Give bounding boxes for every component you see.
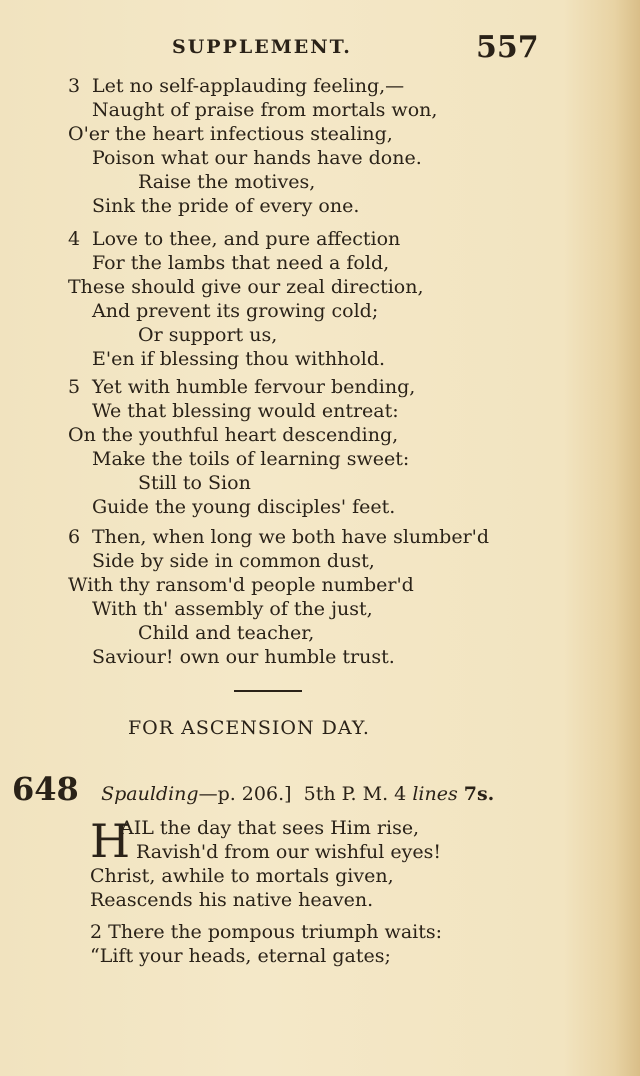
verse-line: Naught of praise from mortals won, [92, 99, 438, 121]
hymn-line: Ravish'd from our wishful eyes! [136, 841, 442, 863]
verse-line: Then, when long we both have slumber'd [92, 526, 490, 548]
page-number: 557 [476, 30, 539, 65]
verse-line: Yet with humble fervour bending, [92, 376, 416, 398]
drop-cap: H [90, 814, 131, 868]
verse-line: Make the toils of learning sweet: [92, 448, 410, 470]
verse-line: Sink the pride of every one. [92, 195, 360, 217]
stanza-number: 3 [68, 75, 81, 97]
stanza-5 [68, 375, 415, 519]
verse-line: Still to Sion [138, 472, 251, 494]
stanza-number: 5 [68, 376, 81, 398]
verse-line: Love to thee, and pure affection [92, 228, 401, 250]
verse-line: With thy ransom'd people number'd [68, 574, 414, 596]
hymn-line: AIL the day that sees Him rise, [120, 817, 420, 839]
stanza-number: 2 [90, 921, 103, 943]
section-divider [234, 690, 302, 692]
hymn-body [90, 816, 442, 968]
hymn-number: 648 [12, 770, 79, 808]
tune-reference [101, 783, 494, 805]
section-title: FOR ASCENSION DAY. [128, 717, 370, 739]
tune-name: Spaulding [101, 783, 199, 805]
stanza-6 [68, 525, 489, 669]
running-title: SUPPLEMENT. [172, 36, 352, 58]
verse-line: We that blessing would entreat: [92, 400, 399, 422]
verse-line: Raise the motives, [138, 171, 316, 193]
meter-lines: lines [412, 783, 458, 805]
stanza-number: 4 [68, 228, 81, 250]
stanza-number: 6 [68, 526, 81, 548]
meter-suffix: 7s. [463, 783, 495, 805]
tune-page: —p. 206.] [198, 783, 292, 805]
meter: 5th P. M. 4 [303, 783, 407, 805]
verse-line: Poison what our hands have done. [92, 147, 422, 169]
verse-line: E'en if blessing thou withhold. [92, 348, 386, 370]
page-header [0, 30, 640, 70]
stanza-3 [68, 74, 437, 218]
verse-line: With th' assembly of the just, [92, 598, 373, 620]
verse-line: For the lambs that need a fold, [92, 252, 390, 274]
verse-line: Side by side in common dust, [92, 550, 375, 572]
verse-line: Or support us, [138, 324, 278, 346]
verse-line: These should give our zeal direction, [68, 276, 424, 298]
verse-line: On the youthful heart descending, [68, 424, 399, 446]
hymn-line: There the pompous triumph waits: [108, 921, 443, 943]
verse-line: Let no self-applauding feeling,— [92, 75, 405, 97]
hymn-header [12, 770, 494, 810]
hymn-line: “Lift your heads, eternal gates; [90, 945, 391, 967]
hymn-line: Reascends his native heaven. [90, 889, 374, 911]
verse-line: Child and teacher, [138, 622, 315, 644]
verse-line: Saviour! own our humble trust. [92, 646, 395, 668]
verse-line: Guide the young disciples' feet. [92, 496, 396, 518]
verse-line: And prevent its growing cold; [92, 300, 379, 322]
hymn-line: Christ, awhile to mortals given, [90, 865, 394, 887]
verse-line: O'er the heart infectious stealing, [68, 123, 393, 145]
stanza-4 [68, 227, 424, 371]
